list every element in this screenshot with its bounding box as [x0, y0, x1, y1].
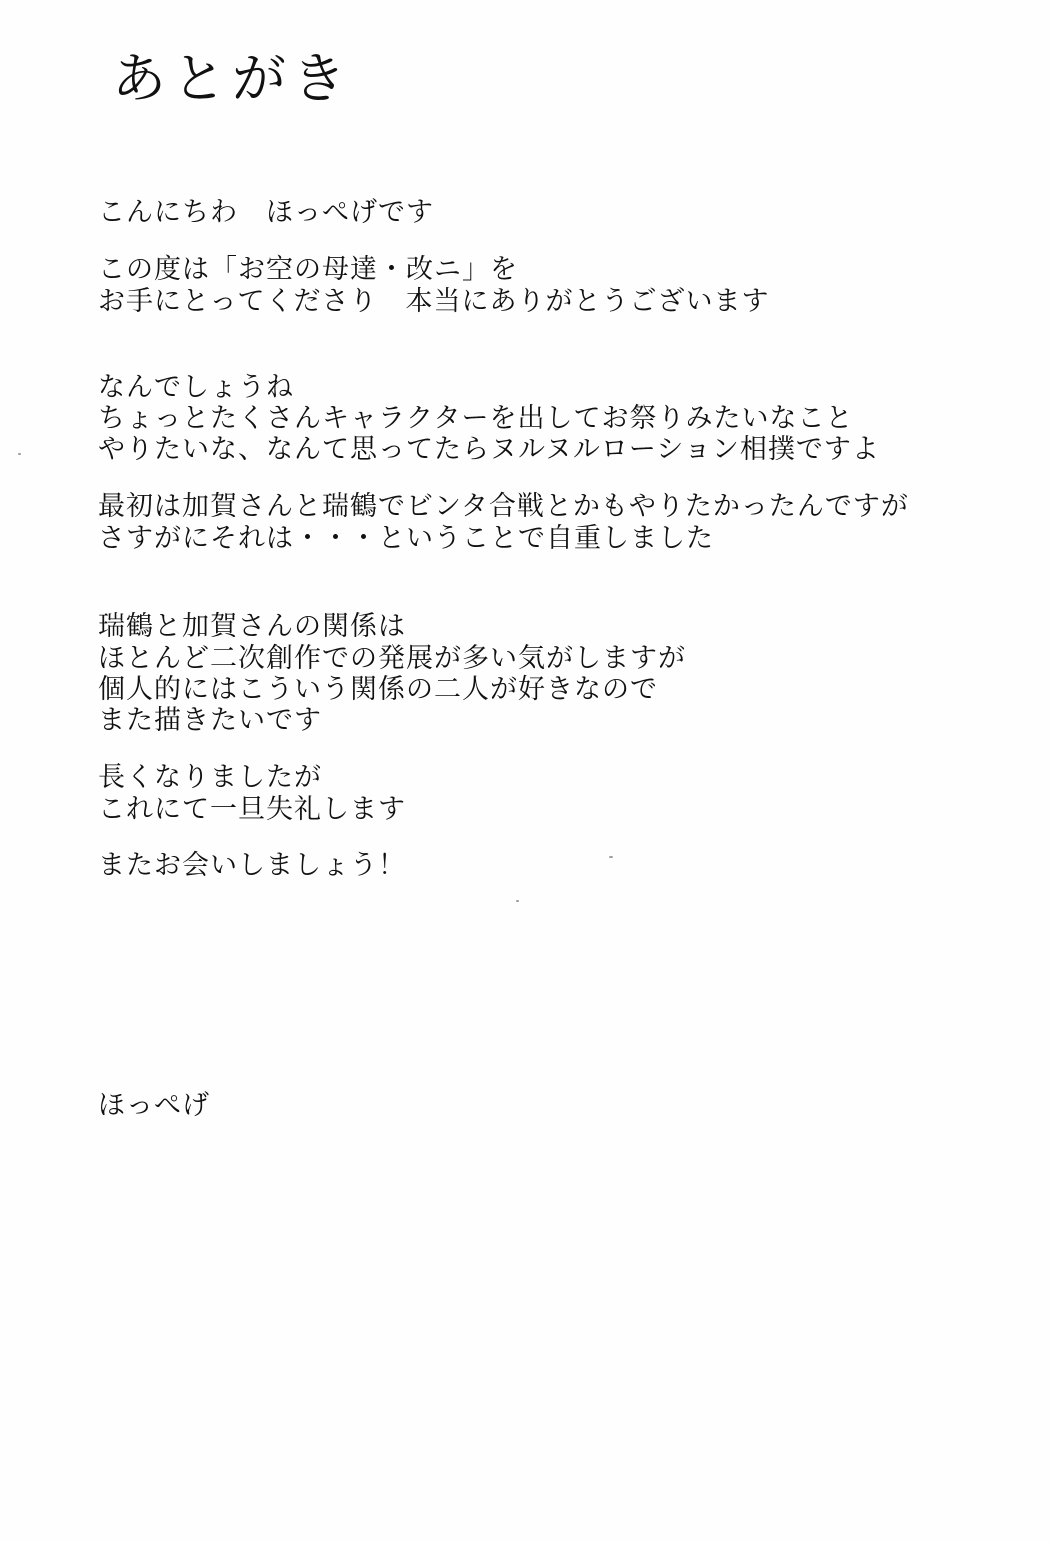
text-line-closing: またお会いしましょう！: [98, 850, 406, 881]
paper-speck: [609, 856, 613, 858]
text-line: この度は「お空の母達・改ニ」を: [98, 254, 518, 285]
text-line: これにて一旦失礼します: [98, 794, 406, 825]
text-line: お手にとってくださり 本当にありがとうございます: [98, 286, 770, 317]
text-line-greeting: こんにちわ ほっぺげです: [98, 197, 434, 228]
paper-speck: [516, 900, 519, 902]
text-line: ほとんど二次創作での発展が多い気がしますが: [98, 643, 686, 674]
text-line: 最初は加賀さんと瑞鶴でビンタ合戦とかもやりたかったんですが: [98, 491, 909, 522]
text-line: さすがにそれは・・・ということで自重しました: [98, 523, 714, 554]
afterword-title: あとがき: [112, 47, 352, 110]
text-line: なんでしょうね: [98, 372, 294, 403]
author-signature: ほっぺげ: [98, 1090, 210, 1121]
text-line: また描きたいです: [98, 705, 322, 736]
text-line: ちょっとたくさんキャラクターを出してお祭りみたいなこと: [98, 403, 854, 434]
text-line: 長くなりましたが: [98, 762, 322, 793]
text-line: 瑞鶴と加賀さんの関係は: [98, 611, 406, 642]
text-line: やりたいな、なんて思ってたらヌルヌルローション相撲ですよ: [98, 434, 880, 465]
paper-speck: [18, 453, 21, 455]
text-line: 個人的にはこういう関係の二人が好きなので: [98, 674, 658, 705]
